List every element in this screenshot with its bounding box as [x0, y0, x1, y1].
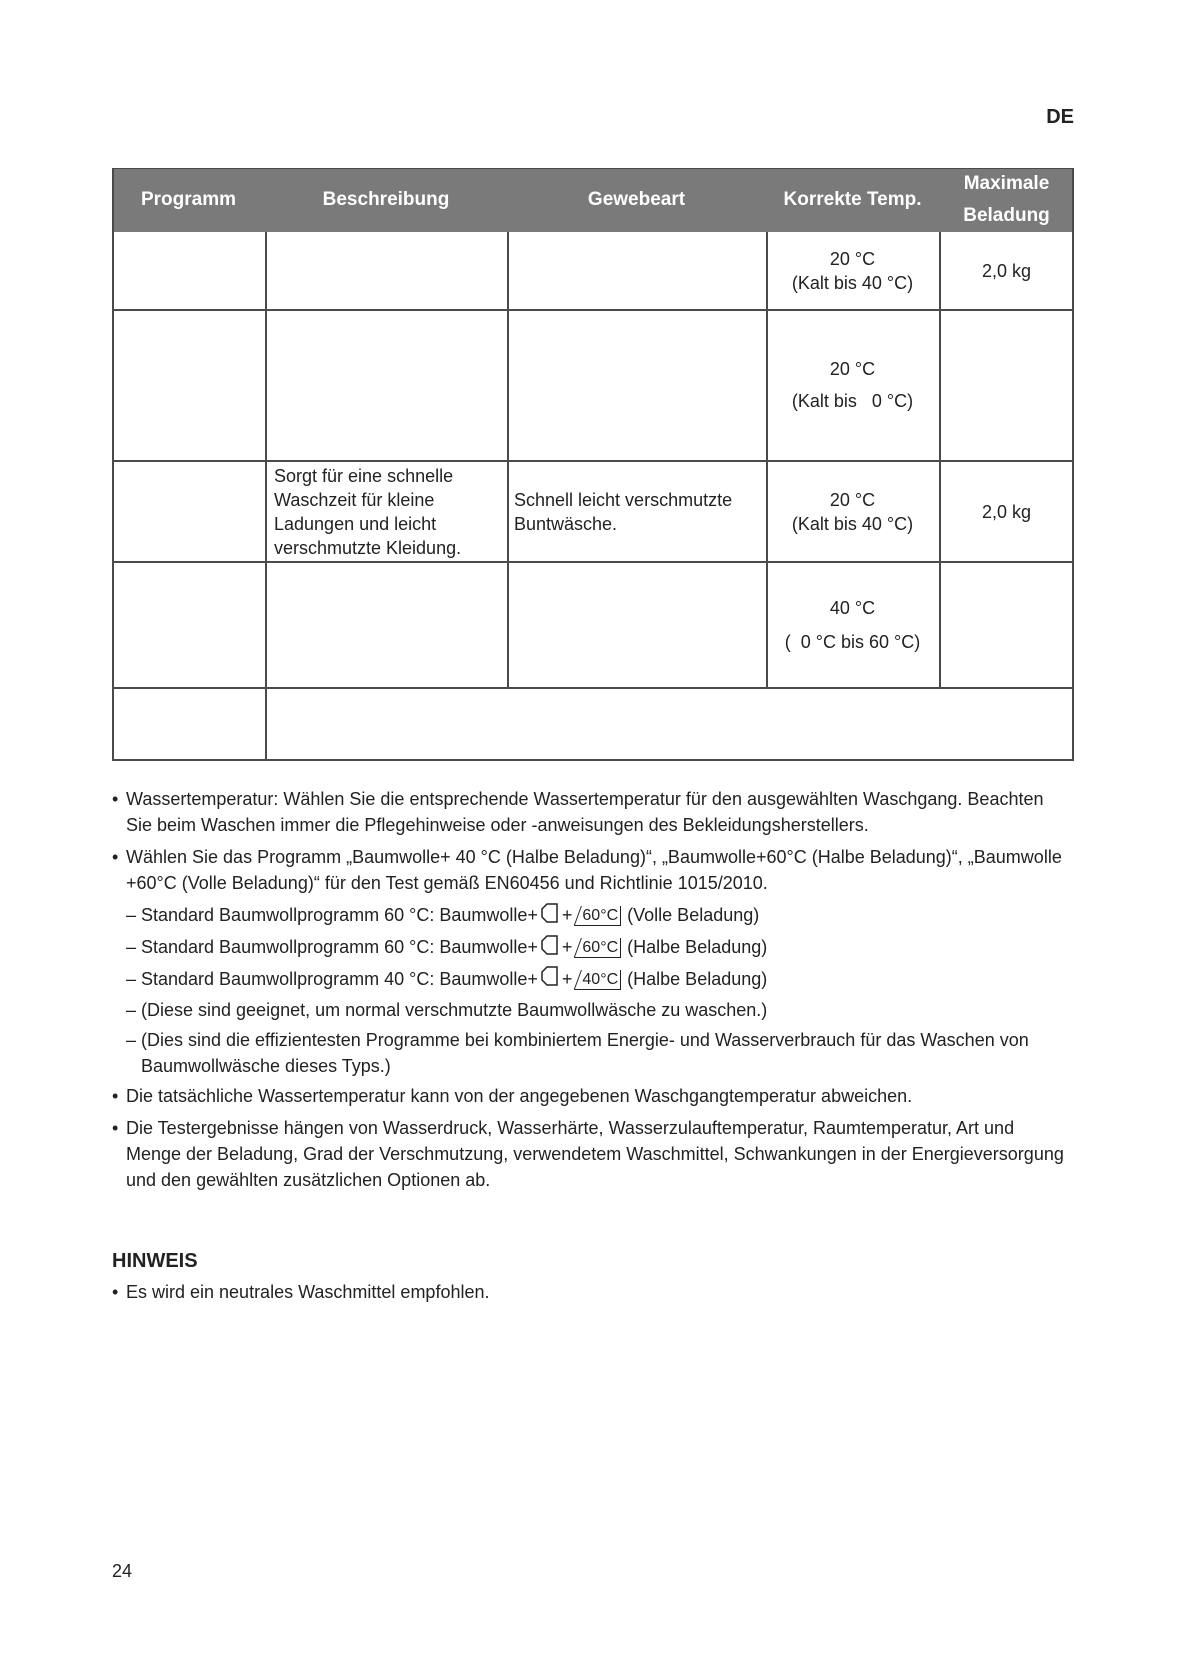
temp-value: 20 °C: [829, 489, 876, 510]
temp-40-icon: 40°C: [574, 970, 621, 990]
hinweis-title: HINWEIS: [112, 1250, 198, 1272]
language-tag: DE: [1046, 106, 1074, 128]
load-text: (Volle Beladung): [627, 905, 760, 925]
column-divider: [112, 168, 114, 761]
temp-value: 20 °C: [829, 359, 876, 379]
temp-range: (Kalt bis 40 °C): [791, 513, 914, 534]
table-row-3-load: 2,0 kg: [981, 501, 1032, 522]
notes-section: [112, 786, 1072, 1199]
page-number: 24: [112, 1561, 133, 1581]
temp-value: 40 °C: [829, 598, 876, 618]
temp-range: (Kalt bis 0 °C): [791, 391, 914, 411]
plus-sign: +: [561, 968, 573, 989]
header-beladung: Maximale Beladung: [963, 173, 1050, 226]
column-divider: [507, 232, 509, 688]
table-border: [112, 168, 1074, 169]
table-row-1-load: 2,0 kg: [981, 261, 1032, 281]
cotton-program-icon: [541, 966, 559, 993]
note-actual-temperature: • Die tatsächliche Wassertemperatur kann von der angegebenen Waschgangtemperatur abweichen.: [112, 1083, 1072, 1109]
table-row-3-description: Sorgt für eine schnelle Waschzeit für kleine Ladungen und leicht verschmutzte Kleidung.: [274, 466, 462, 558]
table-border: [112, 759, 1074, 761]
plus-sign: +: [561, 905, 573, 925]
header-beschreibung: Beschreibung: [322, 189, 450, 210]
note-water-temperature: • Wassertemperatur: Wählen Sie die entsprechende Wassertemperatur für den ausgewählten Waschgang. Beachten Sie beim Waschen immer die Pflegehinweise oder -anweisungen des Bekleidungsherstellers.: [112, 786, 1072, 838]
table-row-3-temp: [766, 463, 939, 560]
temp-range: (Kalt bis 40 °C): [791, 273, 914, 293]
temp-value: 20 °C: [829, 249, 876, 269]
note-test-results: • Die Testergebnisse hängen von Wasserdruck, Wasserhärte, Wasserzulauftemperatur, Raumtemperatur, Art und Menge der Beladung, Grad der Verschmutzung, verwendetem Waschmittel, Schwankungen in der Energieversorgung und den gewählten zusätzlichen Optionen ab.: [112, 1115, 1072, 1193]
table-row-1-temp: [766, 234, 939, 308]
load-text: (Halbe Beladung): [627, 936, 768, 957]
header-temp: Korrekte Temp.: [783, 189, 922, 210]
row-divider: [112, 460, 1074, 462]
table-row-3-fabric: Schnell leicht verschmutzte Buntwäsche.: [514, 490, 733, 534]
table-row-2-temp: [766, 311, 939, 459]
note-suitable: – (Diese sind geeignet, um normal verschmutzte Baumwollwäsche zu waschen.): [112, 997, 1072, 1023]
plus-sign: +: [561, 936, 573, 957]
standard-program-line: [112, 966, 1072, 994]
load-text: (Halbe Beladung): [627, 968, 768, 989]
program-text: Standard Baumwollprogramm 60 °C: Baumwolle+: [141, 905, 538, 925]
temp-60-icon: 60°C: [574, 938, 621, 958]
program-text: Standard Baumwollprogramm 40 °C: Baumwolle+: [141, 968, 538, 989]
program-text: Standard Baumwollprogramm 60 °C: Baumwolle+: [141, 936, 538, 957]
cotton-program-icon: [541, 903, 559, 930]
program-table: [112, 168, 1074, 761]
standard-program-line: [112, 902, 1072, 930]
table-row-4-temp: [766, 563, 939, 687]
header-gewebeart: Gewebeart: [587, 189, 686, 210]
temp-range: ( 0 °C bis 60 °C): [784, 632, 921, 652]
row-divider: [112, 687, 1074, 689]
hinweis-item: • Es wird ein neutrales Waschmittel empfohlen.: [112, 1282, 490, 1303]
cotton-program-icon: [541, 935, 559, 962]
temp-60-icon: 60°C: [574, 906, 621, 926]
note-efficient: – (Dies sind die effizientesten Programme bei kombiniertem Energie- und Wasserverbrauch für das Waschen von Baumwollwäsche dieses Typs.): [112, 1027, 1072, 1079]
column-divider: [265, 232, 267, 761]
note-test-programs: • Wählen Sie das Programm „Baumwolle+ 40 °C (Halbe Beladung)“, „Baumwolle+60°C (Halbe Beladung)“, „Baumwolle +60°C (Volle Beladung)“ für den Test gemäß EN60456 und Richtlinie 1015/2010.: [112, 844, 1072, 896]
standard-program-line: [112, 934, 1072, 962]
header-programm: Programm: [140, 189, 237, 210]
